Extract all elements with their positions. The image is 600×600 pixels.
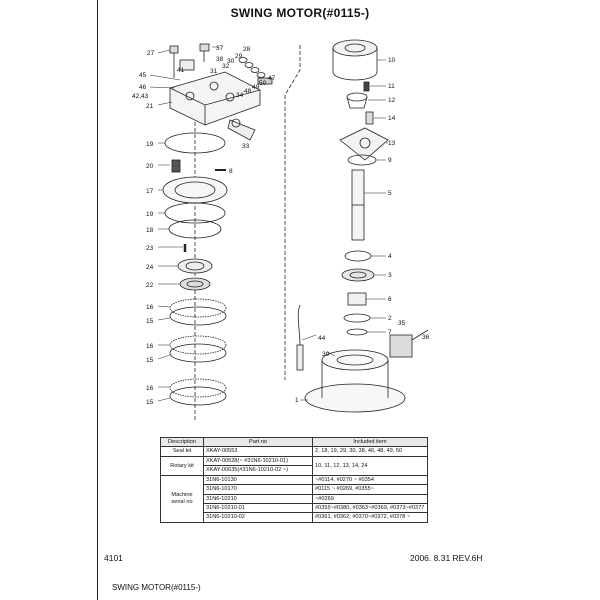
callout-28: 28: [243, 46, 251, 53]
seal-kit-part: XKAY-00553: [204, 447, 313, 456]
spring-20: [172, 160, 180, 172]
callout-44: 44: [318, 335, 326, 342]
seal-kit-items: 2, 18, 19, 29, 30, 38, 46, 48, 49, 50: [313, 447, 428, 456]
header-description: Description: [161, 438, 204, 447]
machine-items: #0361, #0362, #0370~#0372, #0378 ~: [313, 513, 428, 522]
level-gauge-44: [297, 305, 303, 370]
cylinder-block-10: [333, 40, 377, 80]
machine-items: #0355~#0380, #0363~#0369, #0373~#0377: [313, 503, 428, 512]
table-header-row: [161, 438, 428, 447]
machine-items: ~#0114, #0270 ~ #0354: [313, 475, 428, 484]
callout-31: 31: [210, 68, 218, 75]
callout-9: 9: [388, 157, 392, 164]
bushing-6: [348, 293, 366, 305]
rotary-kit-part-2: XKAY-00635(#31N6-10210-02 ~): [204, 466, 313, 475]
kit-parts-table: [160, 437, 428, 523]
callout-23: 23: [146, 245, 154, 252]
machine-part: 31N6-10210-01: [204, 503, 313, 512]
table-row: [161, 475, 428, 484]
bearing-22: [180, 278, 210, 290]
callout-5: 5: [388, 190, 392, 197]
brake-plate-17: [163, 177, 227, 203]
callout-19-top: 19: [146, 141, 154, 148]
callout-49: 49: [252, 84, 260, 91]
machine-desc-line-1: Machine: [171, 492, 193, 499]
callout-35: 35: [398, 320, 406, 327]
callout-32: 32: [222, 63, 230, 70]
relief-valve-33: [228, 119, 255, 140]
callout-46: 46: [139, 84, 147, 91]
callout-30: 30: [227, 58, 235, 65]
callout-3: 3: [388, 272, 392, 279]
callout-17: 17: [146, 188, 154, 195]
center-guide-line: [285, 45, 300, 380]
friction-plate-stack: [170, 299, 226, 405]
callout-11: 11: [388, 83, 395, 90]
pin-14-top: [366, 112, 373, 124]
machine-part: 31N6-10130: [204, 475, 313, 484]
callout-4: 4: [388, 253, 392, 260]
callout-10: 10: [388, 57, 396, 64]
callout-22: 22: [146, 282, 154, 289]
callout-27: 27: [147, 50, 155, 57]
callout-50: 50: [259, 80, 267, 87]
page-number: 4101: [104, 553, 123, 563]
callout-6: 6: [388, 296, 392, 303]
callout-37: 37: [216, 45, 224, 52]
roller-bearing-3: [342, 269, 374, 281]
bearing-24: [178, 259, 212, 273]
callout-15-b: 15: [146, 357, 154, 364]
callout-36: 36: [422, 334, 430, 341]
oil-seal-2: [344, 314, 370, 322]
callout-19-lower: 19: [146, 211, 154, 218]
callout-2: 2: [388, 315, 392, 322]
callout-48: 48: [244, 88, 252, 95]
snap-ring-4: [345, 251, 371, 261]
bottom-section-title: SWING MOTOR(#0115-): [112, 583, 201, 592]
callout-13: 13: [388, 140, 396, 147]
callout-16-a: 16: [146, 304, 154, 311]
callout-41: 41: [177, 67, 185, 74]
rotary-kit-desc: Rotary kit: [161, 456, 204, 475]
page-title: SWING MOTOR(#0115-): [230, 6, 370, 20]
rotary-kit-part-1: XKAY-00528(~ #31N6-10210-01): [204, 456, 313, 465]
callout-21: 21: [146, 103, 154, 110]
callout-34: 34: [236, 92, 244, 99]
seal-kit-desc: Seal kit: [161, 447, 204, 456]
callout-38: 38: [216, 56, 224, 63]
callout-45: 45: [139, 72, 147, 79]
callout-12: 12: [388, 97, 396, 104]
casing-1: [305, 350, 405, 412]
callout-16-c: 16: [146, 385, 154, 392]
callout-8: 8: [229, 168, 233, 175]
machine-items: ~#0269: [313, 494, 428, 503]
callout-18: 18: [146, 227, 154, 234]
callout-15-c: 15: [146, 399, 154, 406]
machine-items: #0115 ~ #0269, #0355~: [313, 485, 428, 494]
machine-serial-desc: [161, 475, 204, 522]
callout-15-a: 15: [146, 318, 154, 325]
snap-ring-7: [347, 329, 367, 335]
callout-20: 20: [146, 163, 154, 170]
callout-14: 14: [388, 115, 396, 122]
machine-part: 31N6-10170: [204, 485, 313, 494]
callout-1: 1: [295, 397, 299, 404]
spring-11: [364, 82, 369, 91]
callout-33: 33: [242, 143, 250, 150]
table-row: [161, 456, 428, 465]
machine-part: 31N6-10210-02: [204, 513, 313, 522]
callout-47: 47: [268, 75, 276, 82]
callout-42-43: 42,43: [132, 93, 149, 100]
revision-date: 2006. 8.31 REV.6H: [410, 553, 483, 563]
machine-desc-line-2: serial no: [171, 498, 193, 505]
plug-37: [200, 44, 209, 62]
callout-16-b: 16: [146, 343, 154, 350]
spherical-bushing-12: [347, 93, 367, 108]
callout-39: 39: [322, 351, 330, 358]
machine-part: 31N6-10210: [204, 494, 313, 503]
callout-24: 24: [146, 264, 154, 271]
rotary-kit-items: 10, 11, 12, 13, 14, 24: [313, 456, 428, 475]
callout-7: 7: [388, 329, 392, 336]
drive-shaft-5: [352, 170, 364, 240]
table-row: [161, 447, 428, 456]
header-part-no: Part no: [204, 438, 313, 447]
header-included-item: Included item: [313, 438, 428, 447]
callout-29: 29: [235, 53, 243, 60]
